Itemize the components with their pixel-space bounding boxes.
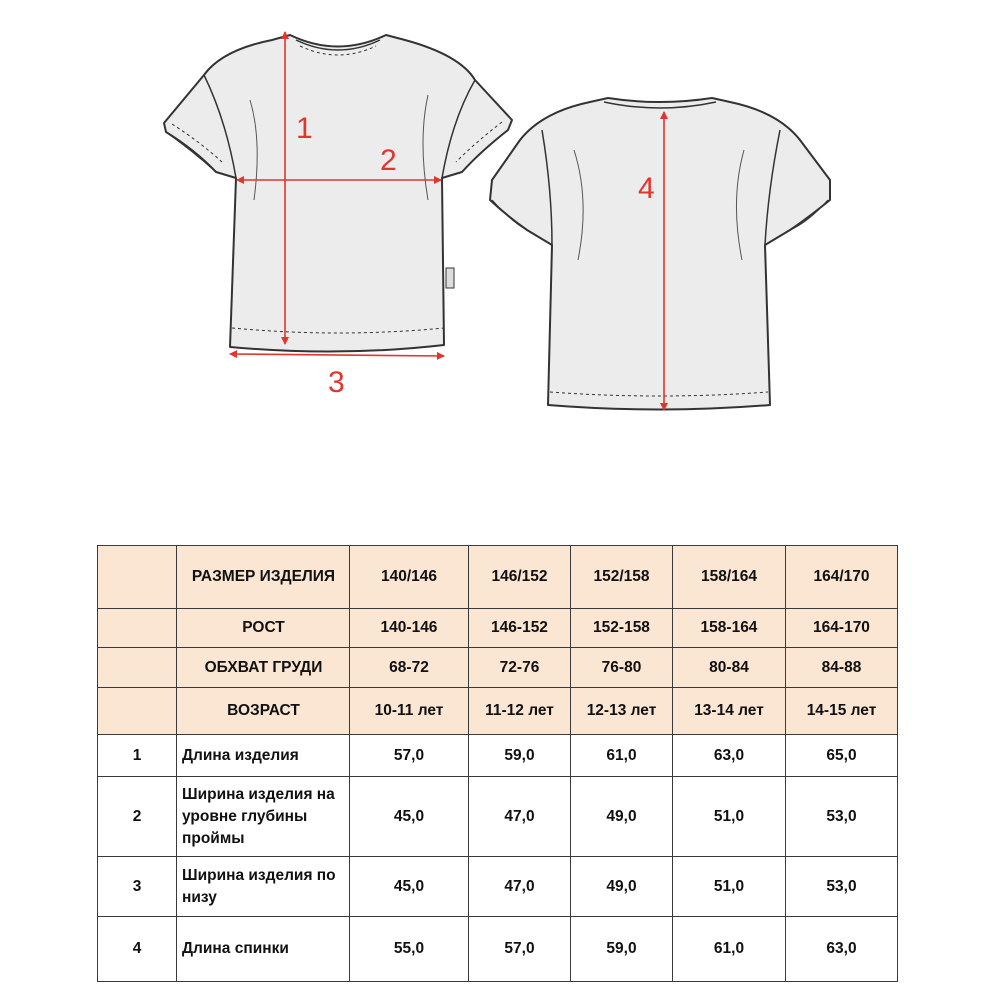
table-cell: 49,0 xyxy=(571,857,673,917)
table-cell: 14-15 лет xyxy=(786,688,898,735)
table-cell: 63,0 xyxy=(673,735,786,777)
table-row-age xyxy=(98,688,898,735)
table-cell: 45,0 xyxy=(350,857,469,917)
table-cell: 13-14 лет xyxy=(673,688,786,735)
row-label-chest: ОБХВАТ ГРУДИ xyxy=(177,648,350,688)
table-cell: 158/164 xyxy=(673,546,786,609)
table-row-measure-3 xyxy=(98,857,898,917)
table-cell-empty xyxy=(98,648,177,688)
table-cell: 68-72 xyxy=(350,648,469,688)
table-cell: 57,0 xyxy=(469,917,571,982)
row-label-length: Длина изделия xyxy=(177,735,350,777)
table-cell: 11-12 лет xyxy=(469,688,571,735)
row-label-hem-width: Ширина изделия по низу xyxy=(177,857,350,917)
tshirt-technical-drawing xyxy=(0,0,1000,460)
table-row-height xyxy=(98,609,898,648)
table-cell: 164-170 xyxy=(786,609,898,648)
table-cell-empty xyxy=(98,546,177,609)
table-cell: 59,0 xyxy=(571,917,673,982)
table-cell: 59,0 xyxy=(469,735,571,777)
measure-label-2: 2 xyxy=(380,144,397,177)
row-number: 1 xyxy=(98,735,177,777)
row-number: 2 xyxy=(98,777,177,857)
table-row-measure-2 xyxy=(98,777,898,857)
row-label-armhole-width: Ширина изделия на уровне глубины проймы xyxy=(177,777,350,857)
row-number: 4 xyxy=(98,917,177,982)
table-cell: 57,0 xyxy=(350,735,469,777)
row-label-height: РОСТ xyxy=(177,609,350,648)
table-cell: 53,0 xyxy=(786,777,898,857)
table-cell-empty xyxy=(98,688,177,735)
table-cell: 140/146 xyxy=(350,546,469,609)
table-cell: 10-11 лет xyxy=(350,688,469,735)
row-label-back-length: Длина спинки xyxy=(177,917,350,982)
tshirt-back-view xyxy=(490,98,830,410)
table-cell: 146/152 xyxy=(469,546,571,609)
measure-line-3 xyxy=(230,354,444,356)
table-cell: 140-146 xyxy=(350,609,469,648)
table-cell: 152/158 xyxy=(571,546,673,609)
table-cell: 146-152 xyxy=(469,609,571,648)
table-cell: 12-13 лет xyxy=(571,688,673,735)
table-cell: 51,0 xyxy=(673,777,786,857)
table-row-measure-4 xyxy=(98,917,898,982)
table-cell: 49,0 xyxy=(571,777,673,857)
table-cell: 84-88 xyxy=(786,648,898,688)
table-cell: 80-84 xyxy=(673,648,786,688)
table-row-measure-1 xyxy=(98,735,898,777)
table-row-chest xyxy=(98,648,898,688)
table-cell: 76-80 xyxy=(571,648,673,688)
measure-label-1: 1 xyxy=(296,112,313,145)
measure-label-4: 4 xyxy=(638,172,655,205)
table-cell: 47,0 xyxy=(469,857,571,917)
table-cell: 65,0 xyxy=(786,735,898,777)
row-label-size: РАЗМЕР ИЗДЕЛИЯ xyxy=(177,546,350,609)
row-label-age: ВОЗРАСТ xyxy=(177,688,350,735)
measure-label-3: 3 xyxy=(328,366,345,399)
table-cell: 51,0 xyxy=(673,857,786,917)
table-cell: 61,0 xyxy=(673,917,786,982)
table-cell: 55,0 xyxy=(350,917,469,982)
row-number: 3 xyxy=(98,857,177,917)
table-cell: 47,0 xyxy=(469,777,571,857)
table-cell: 53,0 xyxy=(786,857,898,917)
table-cell-empty xyxy=(98,609,177,648)
table-cell: 152-158 xyxy=(571,609,673,648)
table-cell: 72-76 xyxy=(469,648,571,688)
size-chart-table xyxy=(97,545,898,982)
table-cell: 164/170 xyxy=(786,546,898,609)
table-cell: 63,0 xyxy=(786,917,898,982)
table-cell: 45,0 xyxy=(350,777,469,857)
tshirt-front-view xyxy=(164,35,512,352)
table-cell: 61,0 xyxy=(571,735,673,777)
table-row-size xyxy=(98,546,898,609)
table-cell: 158-164 xyxy=(673,609,786,648)
